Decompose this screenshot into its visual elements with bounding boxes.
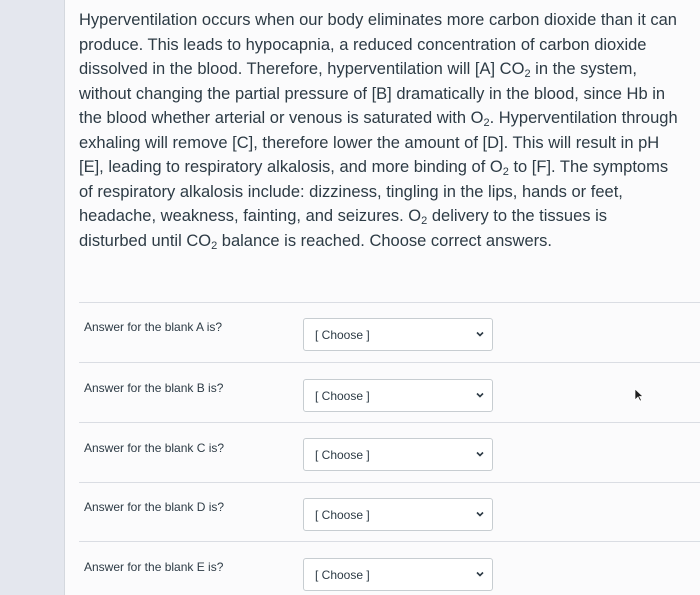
answer-select-a[interactable] bbox=[303, 318, 493, 351]
subscript: 2 bbox=[524, 68, 531, 80]
answer-label-b: Answer for the blank B is? bbox=[84, 381, 224, 395]
select-value: [ Choose ] bbox=[315, 448, 370, 462]
chevron-down-icon bbox=[475, 329, 485, 339]
mouse-pointer-icon bbox=[634, 388, 644, 402]
select-value: [ Choose ] bbox=[315, 568, 370, 582]
answer-label-a: Answer for the blank A is? bbox=[84, 320, 223, 334]
answer-label-d: Answer for the blank D is? bbox=[84, 500, 225, 514]
subscript: 2 bbox=[421, 215, 428, 227]
question-text-part: to [F]. The symptoms of respiratory alkalosis include: dizziness, tingling in the lips, hands or feet, headache, weakness, fainting, and seizures. O bbox=[79, 158, 669, 225]
divider bbox=[79, 302, 700, 303]
select-value: [ Choose ] bbox=[315, 328, 370, 342]
chevron-down-icon bbox=[475, 449, 485, 459]
subscript: 2 bbox=[211, 239, 218, 252]
select-value: [ Choose ] bbox=[315, 389, 370, 403]
select-value: [ Choose ] bbox=[315, 508, 370, 522]
answer-label-c: Answer for the blank C is? bbox=[84, 441, 225, 455]
chevron-down-icon bbox=[475, 509, 485, 519]
answer-label-e: Answer for the blank E is? bbox=[84, 560, 224, 574]
answer-select-e[interactable] bbox=[303, 558, 493, 591]
divider bbox=[79, 482, 700, 483]
divider bbox=[79, 541, 700, 542]
answer-select-d[interactable] bbox=[303, 498, 493, 531]
chevron-down-icon bbox=[475, 390, 485, 400]
answer-select-b[interactable] bbox=[303, 379, 493, 412]
divider bbox=[79, 362, 700, 363]
answer-select-c[interactable] bbox=[303, 438, 493, 471]
chevron-down-icon bbox=[475, 569, 485, 579]
question-text-part: balance is reached. Choose correct answers. bbox=[217, 231, 552, 250]
subscript: 2 bbox=[502, 166, 509, 178]
question-text-part: in the system, without changing the partial pressure of [B] dramatically in the blood, since Hb in the blood whether arterial or venous is saturated with O bbox=[79, 60, 666, 127]
question-text-part: delivery to the tissues is disturbed until CO bbox=[79, 207, 608, 250]
divider bbox=[79, 422, 700, 423]
subscript: 2 bbox=[483, 117, 490, 129]
question-text-part: . Hyperventilation through exhaling will remove [C], therefore lower the amount of [D]. This will result in pH [E], leading to respiratory alkalosis, and more binding of O bbox=[79, 109, 678, 176]
question-text bbox=[79, 8, 679, 253]
quiz-question-card bbox=[64, 0, 700, 595]
question-text-part: Hyperventilation occurs when our body eliminates more carbon dioxide than it can produce. This leads to hypocapnia, a reduced concentration of carbon dioxide dissolved in the blood. Therefore, hyperventilation will [A] CO bbox=[79, 11, 677, 78]
